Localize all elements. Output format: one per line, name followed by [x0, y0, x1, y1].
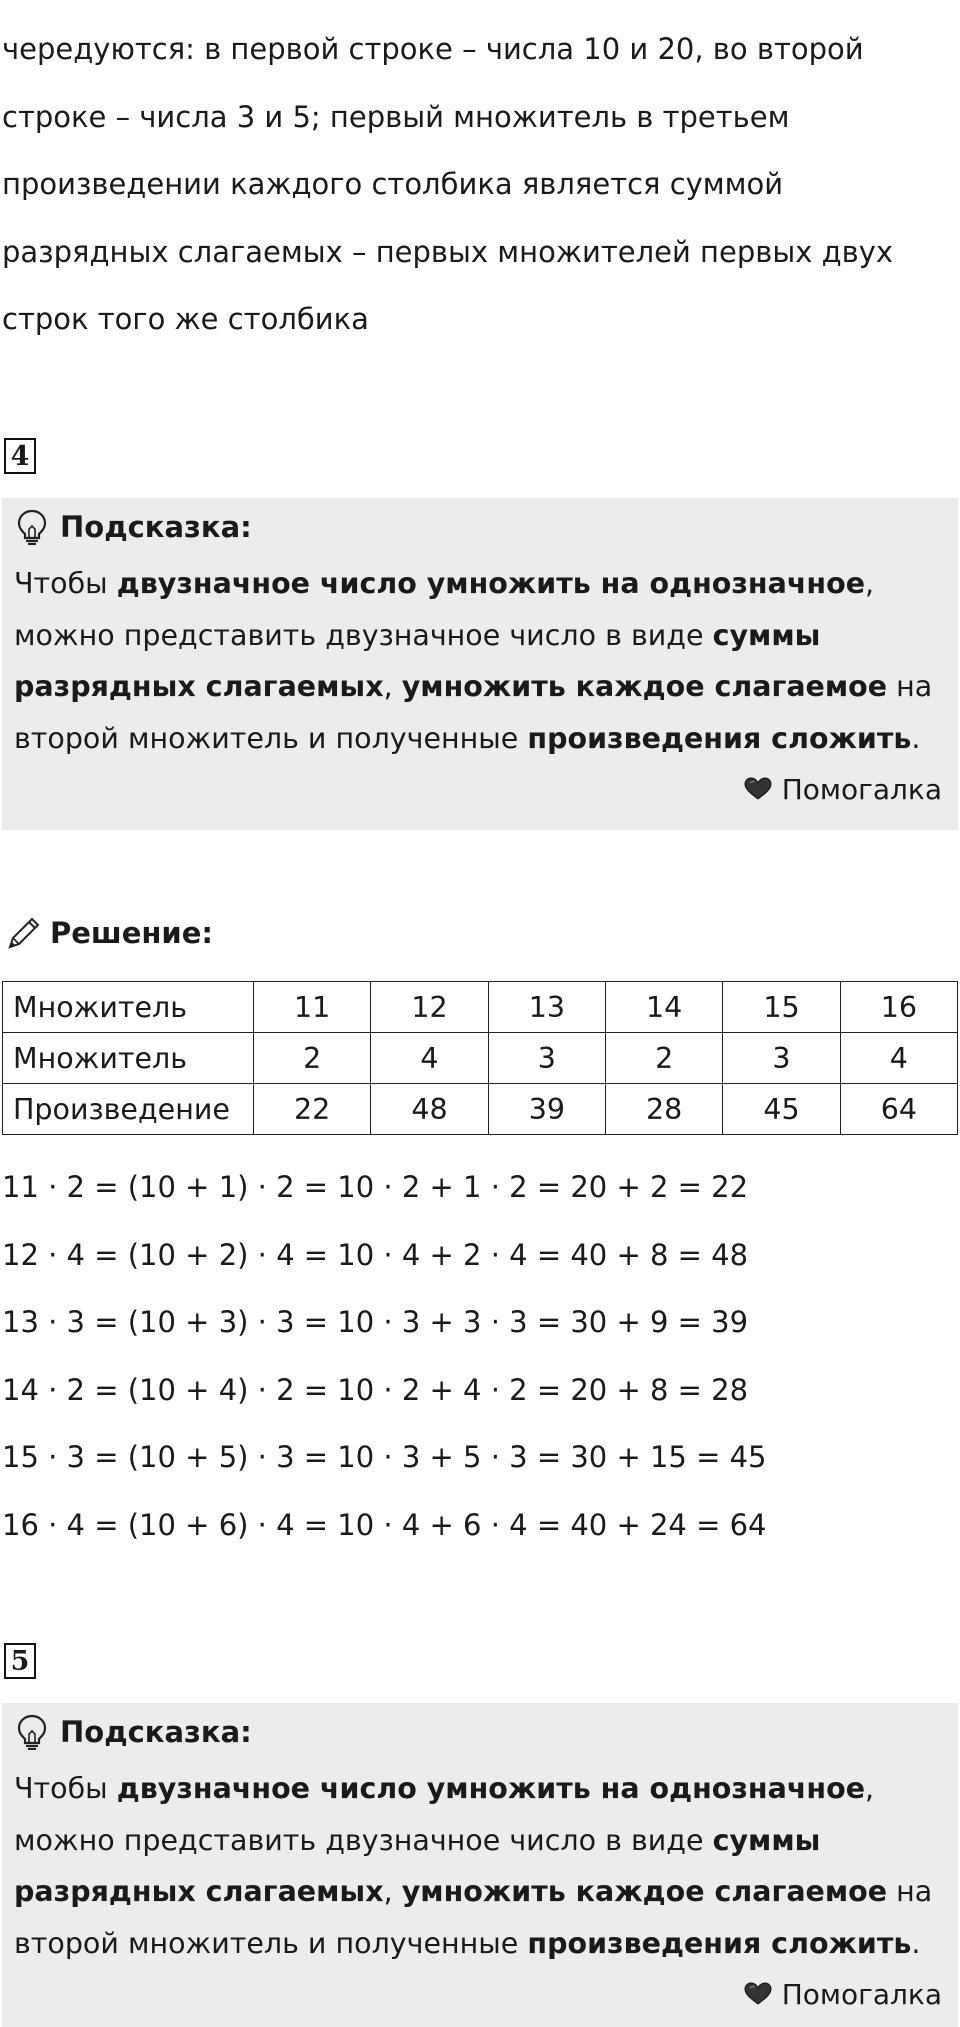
- table-cell: 22: [254, 1084, 371, 1135]
- table-cell: 64: [840, 1084, 957, 1135]
- heart-icon: [744, 777, 772, 801]
- hint-bold-span: умножить каждое слагаемое: [401, 670, 888, 703]
- table-cell: 13: [488, 982, 605, 1033]
- hint-text-span: ,: [383, 1875, 402, 1908]
- hint-text: [14, 1763, 946, 1969]
- hint-text-span: .: [911, 721, 921, 755]
- table-cell: 4: [371, 1033, 488, 1084]
- equation-line: 14 · 2 = (10 + 4) · 2 = 10 · 2 + 4 · 2 = 20 + 8 = 28: [2, 1372, 749, 1407]
- table-cell: 4: [840, 1033, 957, 1084]
- table-cell: 39: [488, 1084, 605, 1135]
- task-number-4: 4: [4, 438, 36, 474]
- equation-line: 16 · 4 = (10 + 6) · 4 = 10 · 4 + 6 · 4 = 40 + 24 = 64: [2, 1507, 767, 1542]
- hint-bold-span: суммы: [712, 618, 821, 652]
- table-cell: 15: [723, 982, 840, 1033]
- pencil-icon: [4, 913, 44, 953]
- hint-text-span: на: [887, 1875, 933, 1908]
- table-row: [3, 1084, 958, 1135]
- table-cell: 28: [605, 1084, 722, 1135]
- heart-icon: [744, 1982, 772, 2006]
- equation-line: 13 · 3 = (10 + 3) · 3 = 10 · 3 + 3 · 3 = 30 + 9 = 39: [2, 1305, 749, 1339]
- hint-header: [14, 1715, 946, 1749]
- hint-title: Подсказка:: [60, 510, 252, 544]
- hint-box-task-4: [2, 498, 958, 830]
- hint-text-span: Чтобы: [14, 567, 117, 600]
- brand-label: [14, 1969, 946, 2019]
- hint-bold-span: умножить каждое слагаемое: [401, 1875, 888, 1908]
- table-cell: 11: [254, 982, 371, 1033]
- hint-bold-span: суммы: [712, 1823, 821, 1857]
- solution-header: [4, 908, 213, 958]
- hint-text: [14, 558, 946, 764]
- hint-line: [14, 661, 946, 713]
- table-cell: 3: [723, 1033, 840, 1084]
- equation-line: 15 · 3 = (10 + 5) · 3 = 10 · 3 + 5 · 3 = 30 + 15 = 45: [2, 1440, 767, 1474]
- table-cell: 16: [840, 982, 957, 1033]
- table-row-header: Произведение: [3, 1084, 254, 1135]
- intro-line: разрядных слагаемых – первых множителей первых двух: [2, 234, 894, 269]
- hint-bold-span: разрядных слагаемых: [14, 670, 384, 703]
- lightbulb-icon: [16, 509, 48, 545]
- hint-line: [14, 610, 946, 662]
- hint-title: Подсказка:: [60, 1715, 252, 1749]
- intro-line: строке – числа 3 и 5; первый множитель в третьем: [2, 99, 790, 134]
- hint-bold-span: произведения сложить: [527, 1926, 912, 1960]
- table-cell: 12: [371, 982, 488, 1033]
- brand-name: Помогалка: [781, 1977, 942, 2011]
- task-number-5: 5: [4, 1643, 36, 1679]
- equation-line: 12 · 4 = (10 + 2) · 4 = 10 · 4 + 2 · 4 = 40 + 8 = 48: [2, 1237, 749, 1272]
- hint-text-span: второй множитель и полученные: [14, 1926, 528, 1960]
- hint-line: [14, 1918, 946, 1970]
- hint-line: [14, 1815, 946, 1867]
- hint-line: [14, 558, 946, 610]
- hint-line: [14, 713, 946, 765]
- table-cell: 14: [605, 982, 722, 1033]
- table-row-header: Множитель: [3, 1033, 254, 1084]
- hint-text-span: Чтобы: [14, 1772, 117, 1805]
- intro-paragraph: [2, 20, 952, 358]
- table-cell: 2: [605, 1033, 722, 1084]
- hint-box-task-5: [2, 1703, 958, 2027]
- hint-text-span: можно представить двузначное число в виде: [14, 618, 713, 652]
- table-row-header: Множитель: [3, 982, 254, 1033]
- table-cell: 3: [488, 1033, 605, 1084]
- solution-title: Решение:: [50, 916, 214, 950]
- equation-line: 11 · 2 = (10 + 1) · 2 = 10 · 2 + 1 · 2 = 20 + 2 = 22: [2, 1170, 749, 1204]
- table-cell: 48: [371, 1084, 488, 1135]
- hint-line: [14, 1866, 946, 1918]
- intro-line: чередуются: в первой строке – числа 10 и 20, во второй: [2, 32, 864, 66]
- multiplication-table: [2, 981, 958, 1135]
- hint-text-span: можно представить двузначное число в виде: [14, 1823, 713, 1857]
- hint-text-span: на: [887, 670, 933, 703]
- hint-text-span: второй множитель и полученные: [14, 721, 528, 755]
- hint-text-span: ,: [383, 670, 402, 703]
- hint-header: [14, 510, 946, 544]
- hint-text-span: ,: [865, 567, 875, 600]
- table-cell: 2: [254, 1033, 371, 1084]
- hint-text-span: .: [911, 1926, 921, 1960]
- intro-line: строк того же столбика: [2, 302, 369, 336]
- hint-bold-span: разрядных слагаемых: [14, 1875, 384, 1908]
- hint-line: [14, 1763, 946, 1815]
- hint-text-span: ,: [865, 1772, 875, 1805]
- hint-bold-span: произведения сложить: [527, 721, 912, 755]
- intro-line: произведении каждого столбика является суммой: [2, 167, 784, 201]
- lightbulb-icon: [16, 1714, 48, 1750]
- hint-bold-span: двузначное число умножить на однозначное: [116, 567, 866, 600]
- brand-name: Помогалка: [781, 772, 942, 806]
- brand-label: [14, 764, 946, 814]
- table-row: [3, 982, 958, 1033]
- equations-list: [2, 1162, 767, 1567]
- table-cell: 45: [723, 1084, 840, 1135]
- table-row: [3, 1033, 958, 1084]
- hint-bold-span: двузначное число умножить на однозначное: [116, 1772, 866, 1805]
